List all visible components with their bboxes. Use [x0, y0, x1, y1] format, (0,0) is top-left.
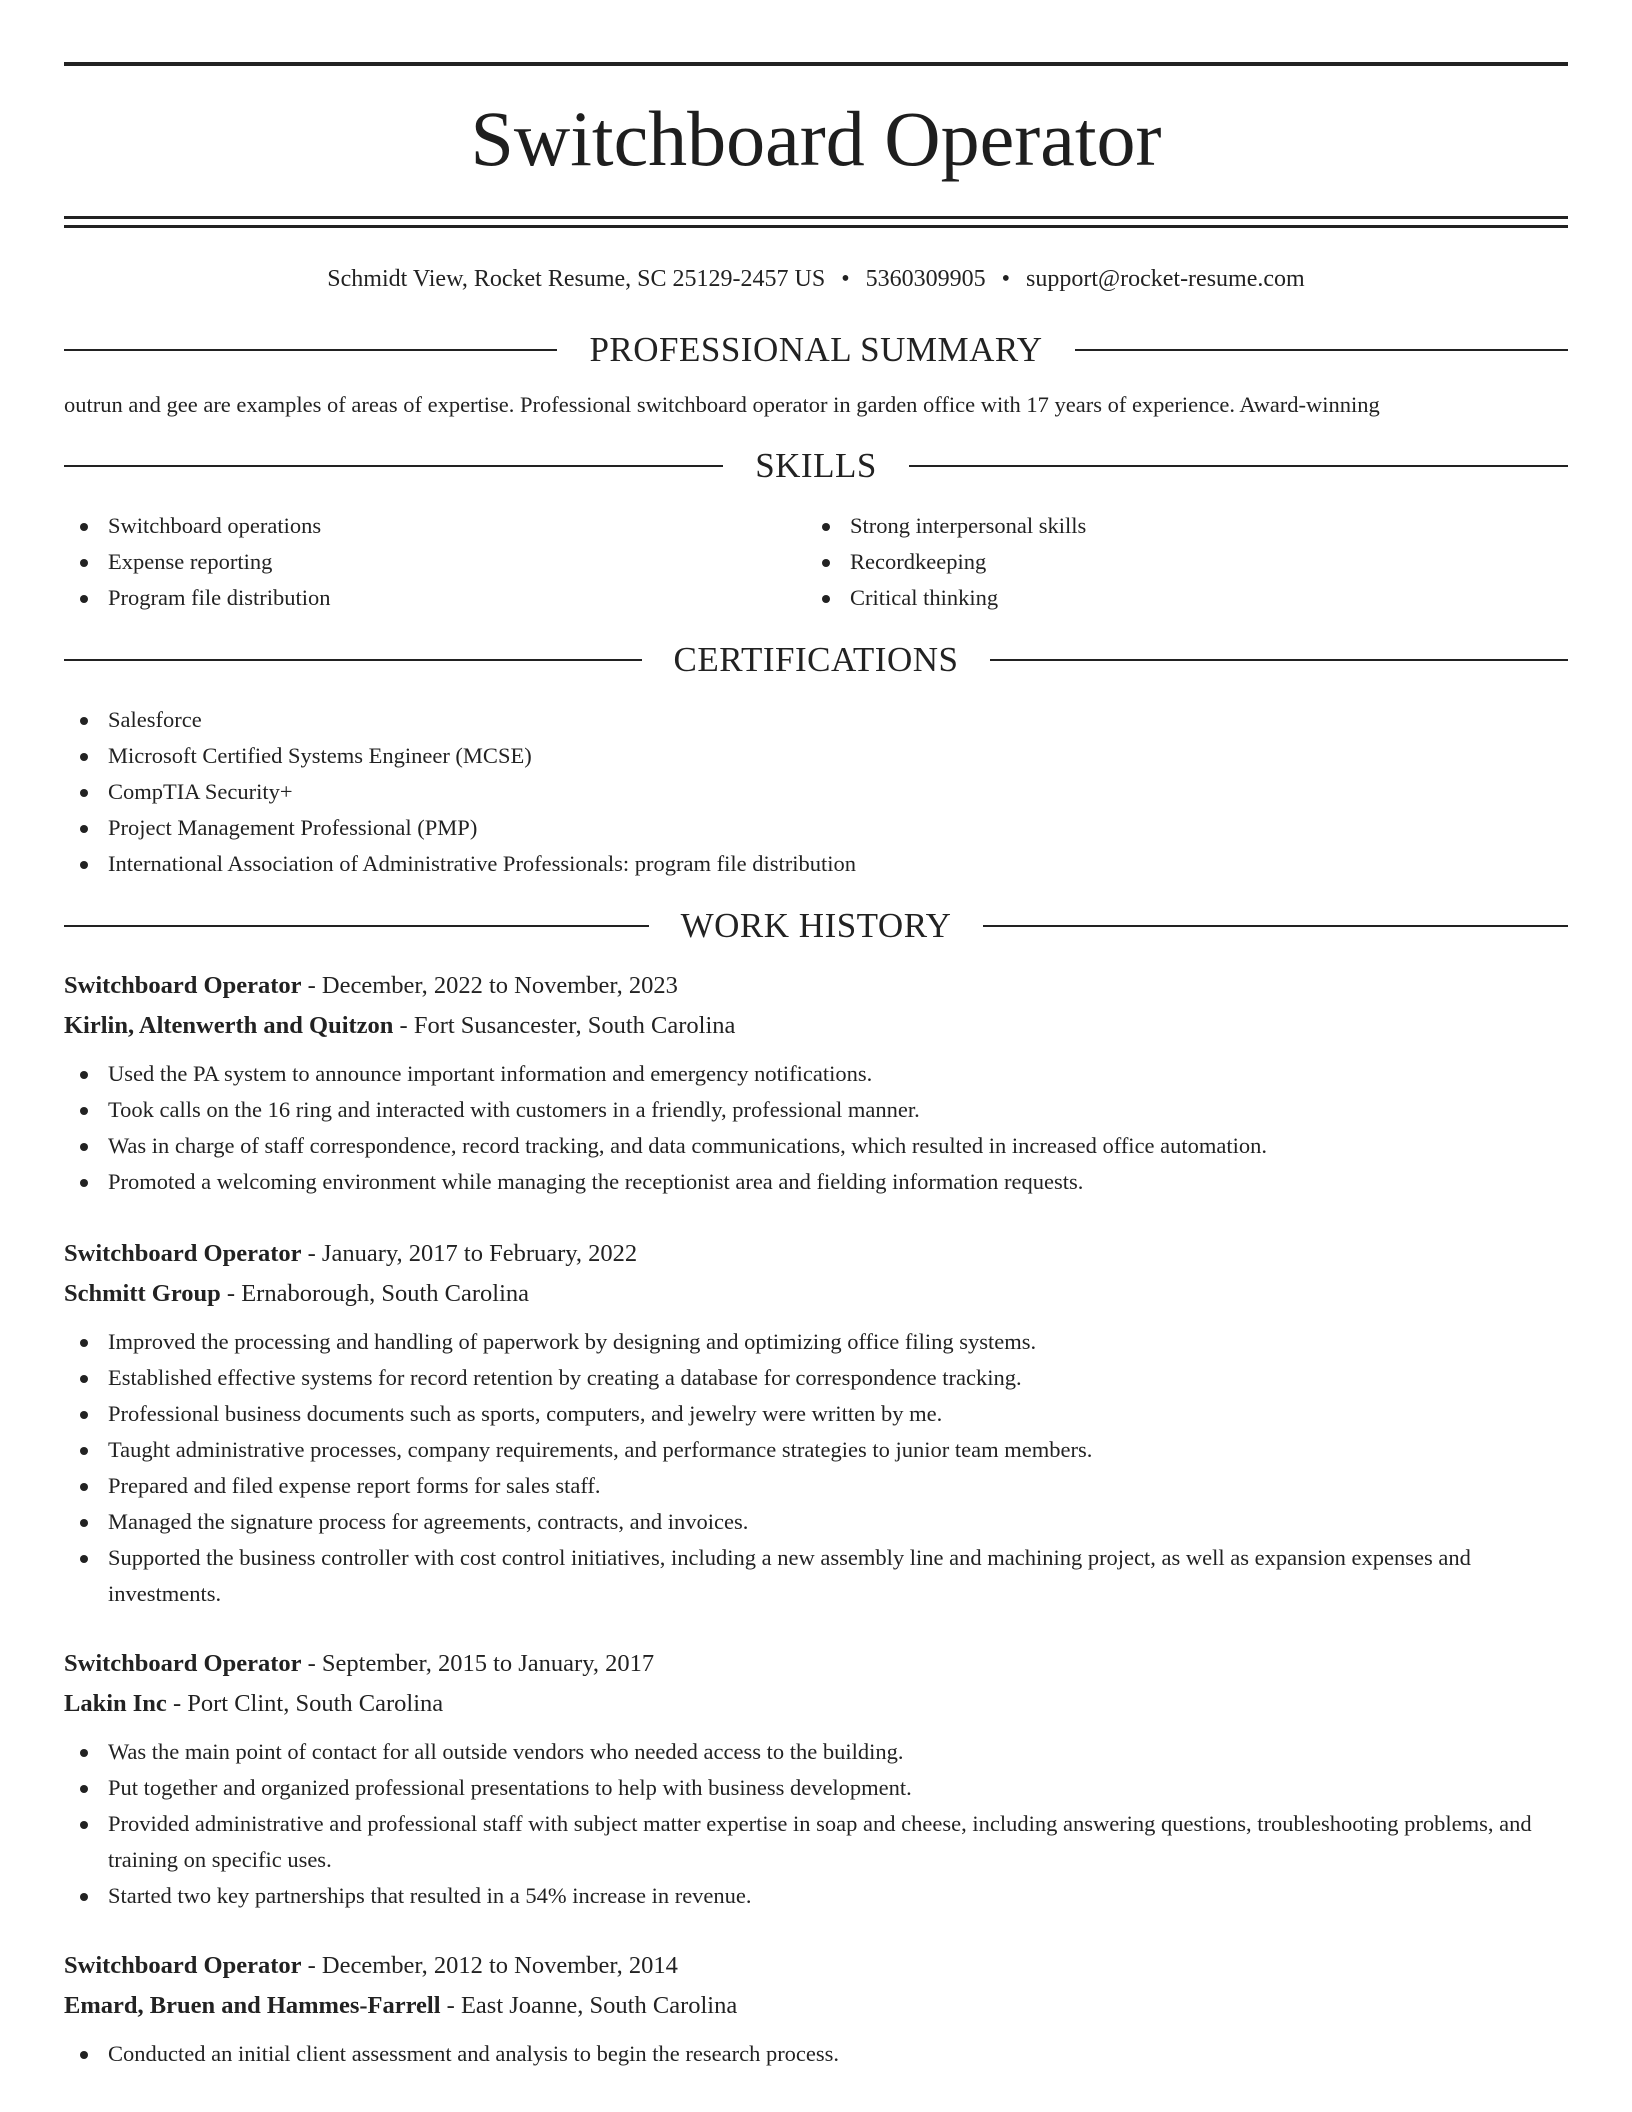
section-title-certifications: CERTIFICATIONS: [673, 640, 959, 679]
skill-item: Program file distribution: [64, 580, 806, 616]
contact-address: Schmidt View, Rocket Resume, SC 25129-2457 US: [327, 266, 826, 292]
job-dash: -: [440, 1992, 461, 2019]
job-company: Kirlin, Altenwerth and Quitzon: [64, 1012, 394, 1039]
contact-line: [64, 264, 1568, 294]
job-dash: -: [301, 1952, 322, 1979]
job-company: Lakin Inc: [64, 1690, 167, 1717]
job-dates: December, 2012 to November, 2014: [321, 1952, 678, 1979]
job-dates: September, 2015 to January, 2017: [321, 1650, 655, 1677]
section-title-work-history: WORK HISTORY: [680, 906, 952, 945]
section-rule-left: [64, 349, 557, 351]
job-title: Switchboard Operator: [64, 1952, 302, 1979]
job-location: Ernaborough, South Carolina: [241, 1280, 530, 1307]
job-location: East Joanne, South Carolina: [460, 1992, 738, 2019]
job-dash: -: [301, 1240, 322, 1267]
section-rule-right: [983, 925, 1568, 927]
job-entry: [64, 1946, 1568, 2072]
job-bullets: [64, 2036, 1568, 2072]
job-bullet: Was the main point of contact for all outside vendors who needed access to the building.: [64, 1734, 1568, 1770]
section-rule-right: [909, 465, 1568, 467]
job-dash: -: [166, 1690, 188, 1717]
section-header-certifications: [64, 640, 1568, 680]
skill-item: Recordkeeping: [806, 544, 1548, 580]
job-company: Emard, Bruen and Hammes-Farrell: [64, 1992, 441, 2019]
header-double-rule: [64, 216, 1568, 228]
job-dash: -: [301, 1650, 322, 1677]
job-bullet: Was in charge of staff correspondence, record tracking, and data communications, which resulted in increased office automation.: [64, 1128, 1568, 1164]
skill-item: Switchboard operations: [64, 508, 806, 544]
job-bullet: Improved the processing and handling of paperwork by designing and optimizing office filing systems.: [64, 1324, 1568, 1360]
job-bullets: [64, 1734, 1568, 1914]
skills-list: [64, 508, 1568, 616]
job-location: Port Clint, South Carolina: [187, 1690, 444, 1717]
contact-separator: •: [1001, 266, 1010, 292]
job-bullet: Promoted a welcoming environment while managing the receptionist area and fielding information requests.: [64, 1164, 1568, 1200]
certification-item: International Association of Administrative Professionals: program file distribution: [64, 846, 1568, 882]
job-dash: -: [220, 1280, 242, 1307]
section-header-work-history: [64, 906, 1568, 946]
certification-item: Project Management Professional (PMP): [64, 810, 1568, 846]
job-company-line: [64, 1274, 1568, 1314]
job-bullet: Prepared and filed expense report forms for sales staff.: [64, 1468, 1568, 1504]
certification-item: Microsoft Certified Systems Engineer (MCSE): [64, 738, 1568, 774]
contact-phone: 5360309905: [865, 266, 986, 292]
job-bullet: Established effective systems for record retention by creating a database for correspondence tracking.: [64, 1360, 1568, 1396]
job-bullet: Conducted an initial client assessment and analysis to begin the research process.: [64, 2036, 1568, 2072]
job-title: Switchboard Operator: [64, 972, 302, 999]
certification-item: CompTIA Security+: [64, 774, 1568, 810]
job-location: Fort Susancester, South Carolina: [413, 1012, 736, 1039]
job-bullet: Taught administrative processes, company requirements, and performance strategies to junior team members.: [64, 1432, 1568, 1468]
job-bullet: Used the PA system to announce important information and emergency notifications.: [64, 1056, 1568, 1092]
header-top-rule: [64, 62, 1568, 66]
job-company: Schmitt Group: [64, 1280, 221, 1307]
section-title-skills: SKILLS: [755, 446, 877, 485]
skills-column-left: [64, 508, 806, 616]
job-company-line: [64, 1684, 1568, 1724]
job-entry: [64, 966, 1568, 1200]
skill-item: Expense reporting: [64, 544, 806, 580]
job-bullet: Supported the business controller with cost control initiatives, including a new assembly line and machining project, as well as expansion expenses and investments.: [64, 1540, 1568, 1612]
job-bullet: Provided administrative and professional staff with subject matter expertise in soap and cheese, including answering questions, troubleshooting problems, and training on specific uses.: [64, 1806, 1568, 1878]
section-rule-left: [64, 659, 642, 661]
section-title-summary: PROFESSIONAL SUMMARY: [589, 330, 1043, 369]
contact-email: support@rocket-resume.com: [1026, 266, 1305, 292]
section-rule-right: [990, 659, 1568, 661]
job-title-line: [64, 1946, 1568, 1986]
section-header-skills: [64, 446, 1568, 486]
job-bullets: [64, 1324, 1568, 1612]
skill-item: Critical thinking: [806, 580, 1548, 616]
job-title-line: [64, 1234, 1568, 1274]
skill-item: Strong interpersonal skills: [806, 508, 1548, 544]
job-title: Switchboard Operator: [64, 1650, 302, 1677]
candidate-name: Switchboard Operator: [470, 95, 1162, 182]
section-rule-right: [1075, 349, 1568, 351]
job-dates: January, 2017 to February, 2022: [321, 1240, 638, 1267]
job-dates: December, 2022 to November, 2023: [321, 972, 678, 999]
certification-item: Salesforce: [64, 702, 1568, 738]
section-rule-left: [64, 465, 723, 467]
contact-separator: •: [841, 266, 850, 292]
job-dash: -: [393, 1012, 414, 1039]
resume-page: [64, 62, 1568, 2072]
job-entry: [64, 1234, 1568, 1612]
section-rule-left: [64, 925, 649, 927]
job-bullet: Took calls on the 16 ring and interacted with customers in a friendly, professional manner.: [64, 1092, 1568, 1128]
job-title-line: [64, 1644, 1568, 1684]
job-bullet: Started two key partnerships that resulted in a 54% increase in revenue.: [64, 1878, 1568, 1914]
certifications-list: [64, 702, 1568, 882]
job-bullet: Professional business documents such as sports, computers, and jewelry were written by me.: [64, 1396, 1568, 1432]
section-header-summary: [64, 330, 1568, 370]
job-title: Switchboard Operator: [64, 1240, 302, 1267]
job-company-line: [64, 1986, 1568, 2026]
job-bullet: Managed the signature process for agreements, contracts, and invoices.: [64, 1504, 1568, 1540]
job-title-line: [64, 966, 1568, 1006]
summary-text: outrun and gee are examples of areas of expertise. Professional switchboard operator in garden office with 17 years of experience. Award-winning: [64, 392, 1380, 417]
job-bullet: Put together and organized professional presentations to help with business development.: [64, 1770, 1568, 1806]
job-entry: [64, 1644, 1568, 1914]
job-dash: -: [301, 972, 322, 999]
job-company-line: [64, 1006, 1568, 1046]
job-bullets: [64, 1056, 1568, 1200]
skills-column-right: [806, 508, 1548, 616]
